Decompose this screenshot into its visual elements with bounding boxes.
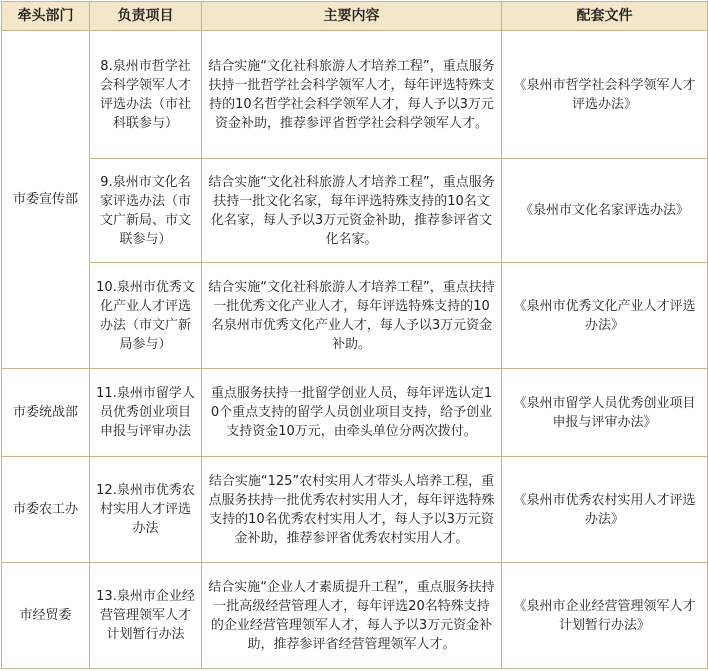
project-cell: 8.泉州市哲学社会科学领军人才评选办法（市社科联参与） xyxy=(90,31,202,159)
policy-table xyxy=(1,1,708,669)
header-file: 配套文件 xyxy=(502,2,708,31)
file-cell: 《泉州市留学人员优秀创业项目申报与评审办法》 xyxy=(502,369,708,457)
file-cell: 《泉州市优秀农村实用人才评选办法》 xyxy=(502,457,708,563)
content-cell: 结合实施“企业人才素质提升工程”，重点服务扶持一批高级经营管理人才，每年评选20名特殊支持的企业经营管理领军人才，每人予以3万元资金补助，推荐参评省经营管理领军人才。 xyxy=(202,563,502,669)
dept-cell: 市经贸委 xyxy=(2,563,90,669)
table-row xyxy=(2,457,708,563)
project-cell: 12.泉州市优秀农村实用人才评选办法 xyxy=(90,457,202,563)
project-cell: 11.泉州市留学人员优秀创业项目申报与评审办法 xyxy=(90,369,202,457)
content-cell: 重点服务扶持一批留学创业人员，每年评选认定10个重点支持的留学人员创业项目支持，给予创业支持资金10万元，由牵头单位分两次拨付。 xyxy=(202,369,502,457)
content-cell: 结合实施“文化社科旅游人才培养工程”，重点服务扶持一批哲学社会科学领军人才，每年评选特殊支持的10名哲学社会科学领军人才，每人予以3万元资金补助，推荐参评省哲学社会科学领军人才。 xyxy=(202,31,502,159)
file-cell: 《泉州市文化名家评选办法》 xyxy=(502,159,708,263)
table-row xyxy=(2,369,708,457)
dept-cell: 市委宣传部 xyxy=(2,31,90,369)
content-cell: 结合实施“文化社科旅游人才培养工程”，重点服务扶持一批文化名家，每年评选特殊支持的10名文化名家，每人予以3万元资金补助，推荐参评省文化名家。 xyxy=(202,159,502,263)
table-row xyxy=(2,31,708,159)
header-project: 负责项目 xyxy=(90,2,202,31)
header-row xyxy=(2,2,708,31)
dept-cell: 市委农工办 xyxy=(2,457,90,563)
content-cell: 结合实施“125”农村实用人才带头人培养工程，重点服务扶持一批优秀农村实用人才，每年评选特殊支持的10名优秀农村实用人才，每人予以3万元资金补助，推荐参评省优秀农村实用人才。 xyxy=(202,457,502,563)
header-dept: 牵头部门 xyxy=(2,2,90,31)
header-content: 主要内容 xyxy=(202,2,502,31)
file-cell: 《泉州市优秀文化产业人才评选办法》 xyxy=(502,263,708,369)
project-cell: 13.泉州市企业经营管理领军人才计划暂行办法 xyxy=(90,563,202,669)
table-row xyxy=(2,263,708,369)
project-cell: 10.泉州市优秀文化产业人才评选办法（市文广新局参与） xyxy=(90,263,202,369)
content-cell: 结合实施“文化社科旅游人才培养工程”，重点扶持一批优秀文化产业人才，每年评选特殊支持的10名泉州市优秀文化产业人才，每人予以3万元资金补助。 xyxy=(202,263,502,369)
project-cell: 9.泉州市文化名家评选办法（市文广新局、市文联参与） xyxy=(90,159,202,263)
table-row xyxy=(2,159,708,263)
table-row xyxy=(2,563,708,669)
file-cell: 《泉州市企业经营管理领军人才计划暂行办法》 xyxy=(502,563,708,669)
file-cell: 《泉州市哲学社会科学领军人才评选办法》 xyxy=(502,31,708,159)
dept-cell: 市委统战部 xyxy=(2,369,90,457)
